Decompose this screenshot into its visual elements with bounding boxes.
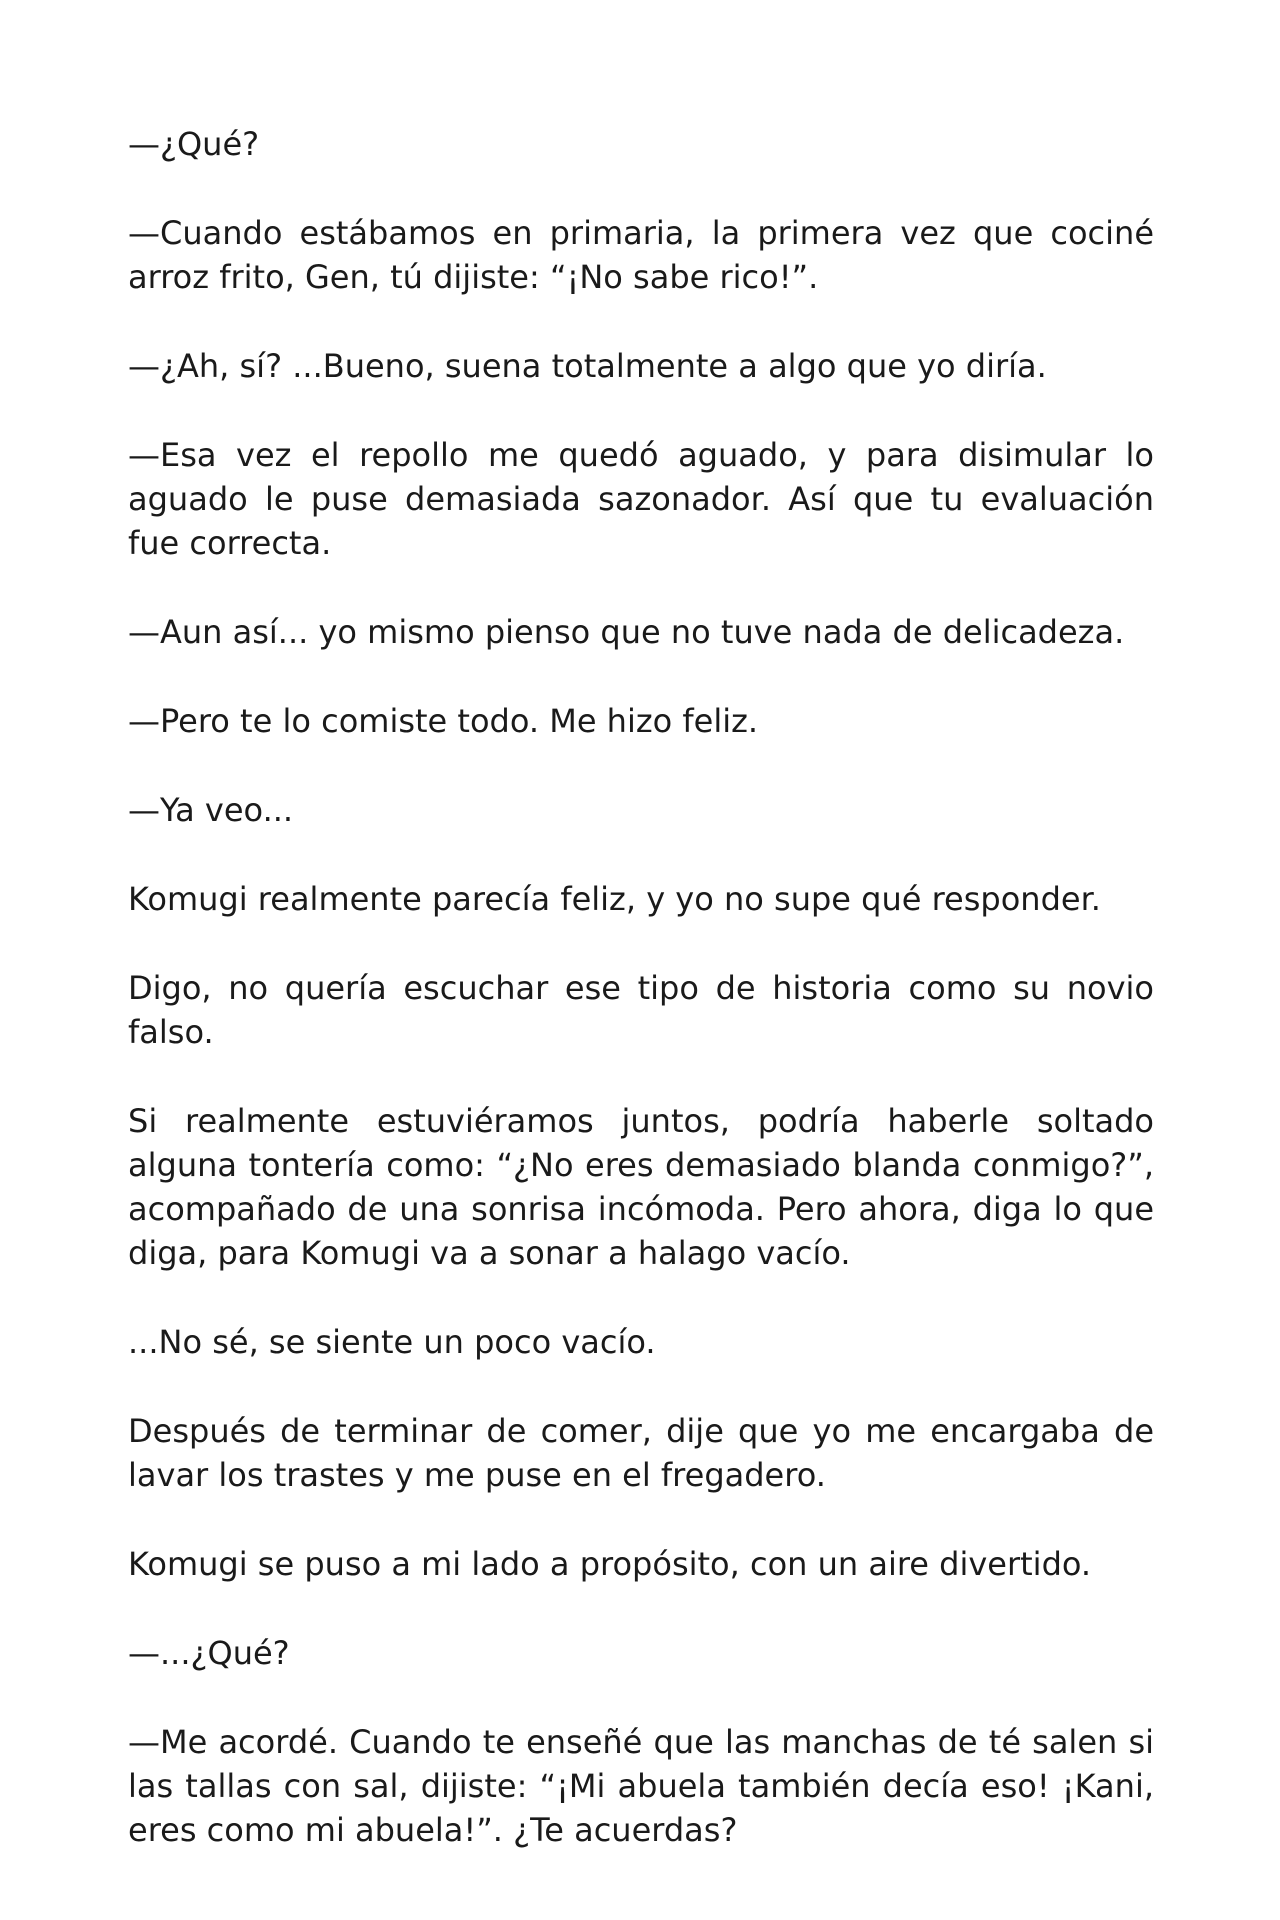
paragraph: Si realmente estuviéramos juntos, podría haberle soltado alguna tontería como: “¿No eres demasiado blanda conmigo?”, acompañado de una sonrisa incómoda. Pero ahora, diga lo que diga, para Komugi va a sonar a halago vacío.: [128, 1102, 1154, 1272]
document-page: [128, 122, 1154, 1852]
paragraph: —Me acordé. Cuando te enseñé que las manchas de té salen si las tallas con sal, dijiste: “¡Mi abuela también decía eso! ¡Kani, eres como mi abuela!”. ¿Te acuerdas?: [128, 1723, 1154, 1849]
paragraph: Komugi se puso a mi lado a propósito, con un aire divertido.: [128, 1545, 1092, 1583]
paragraph: Después de terminar de comer, dije que yo me encargaba de lavar los trastes y me puse en el fregadero.: [128, 1412, 1154, 1494]
paragraph: Digo, no quería escuchar ese tipo de historia como su novio falso.: [128, 969, 1154, 1051]
paragraph: —Cuando estábamos en primaria, la primera vez que cociné arroz frito, Gen, tú dijiste: “¡No sabe rico!”.: [128, 214, 1154, 296]
paragraph: —Esa vez el repollo me quedó aguado, y para disimular lo aguado le puse demasiada sazonador. Así que tu evaluación fue correcta.: [128, 436, 1154, 562]
paragraph: —Aun así... yo mismo pienso que no tuve nada de delicadeza.: [128, 613, 1125, 651]
paragraph: —...¿Qué?: [128, 1634, 290, 1672]
paragraph: ...No sé, se siente un poco vacío.: [128, 1323, 656, 1361]
paragraph: —Ya veo...: [128, 791, 294, 829]
paragraph: —¿Ah, sí? ...Bueno, suena totalmente a algo que yo diría.: [128, 347, 1047, 385]
paragraph: —Pero te lo comiste todo. Me hizo feliz.: [128, 702, 759, 740]
paragraph: —¿Qué?: [128, 125, 260, 163]
paragraph: Komugi realmente parecía feliz, y yo no supe qué responder.: [128, 880, 1101, 918]
